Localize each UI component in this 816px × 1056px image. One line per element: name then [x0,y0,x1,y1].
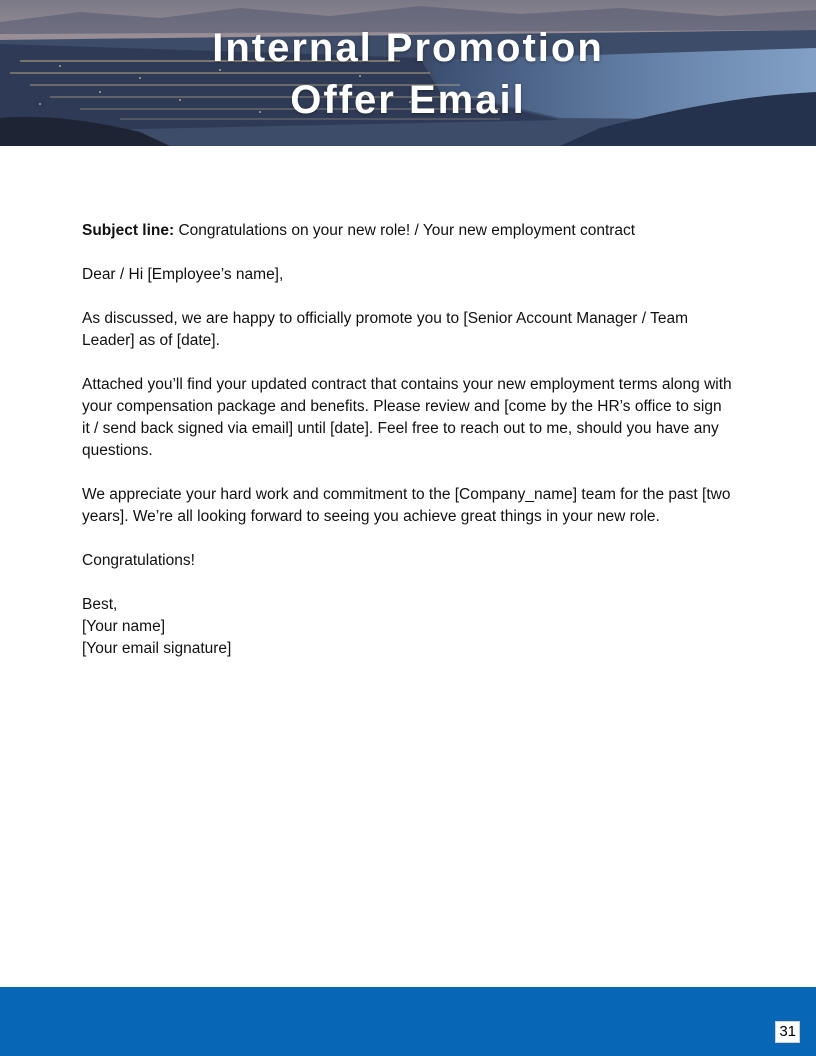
signature-email: [Your email signature] [82,640,232,657]
email-body [82,220,732,660]
congratulations: Congratulations! [82,552,195,569]
subject-text: Congratulations on your new role! / Your new employment contract [174,222,636,239]
footer-bar [0,987,816,1056]
subject-label: Subject line: [82,222,175,239]
paragraph-appreciation: We appreciate your hard work and commitment to the [Company_name] team for the past [two years]. We’re all looking forward to seeing you achieve great things in your new role. [82,486,731,525]
title-line-2: Offer Email [290,78,526,122]
header-banner [0,0,816,146]
subject-line [82,220,732,242]
signature-name: [Your name] [82,618,166,635]
paragraph-contract: Attached you’ll find your updated contract that contains your new employment terms along with your compensation package and benefits. Please review and [come by the HR’s office to sign it / send back signed via email] until [date]. Feel free to reach out to me, should you have any questions. [82,376,732,459]
paragraph-promotion: As discussed, we are happy to officially promote you to [Senior Account Manager / Team Leader] as of [date]. [82,310,688,349]
page-title [0,22,816,126]
signoff: Best, [82,596,118,613]
greeting: Dear / Hi [Employee’s name], [82,266,284,283]
page-number: 31 [775,1021,800,1043]
title-line-1: Internal Promotion [212,26,604,70]
